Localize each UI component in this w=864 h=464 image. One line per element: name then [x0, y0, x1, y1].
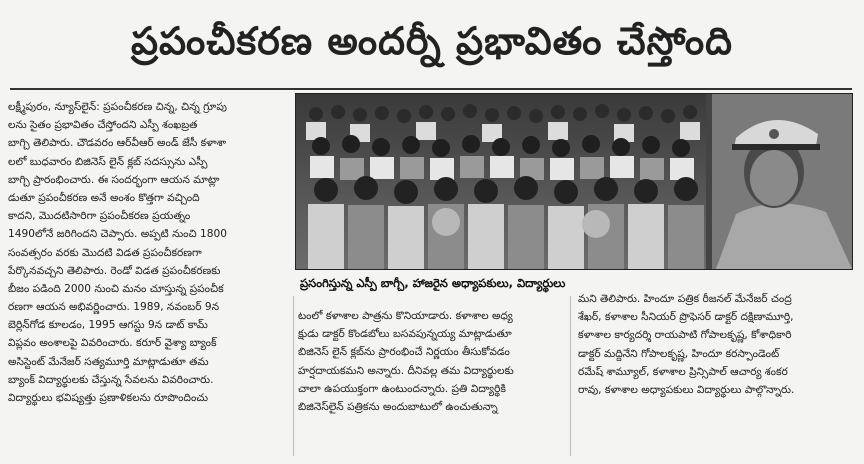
text-line: లను సైతం ప్రభావితం చేస్తోందని ఎస్పీ శంఖబ్రత [8, 119, 198, 132]
photo-caption: ప్రసంగిస్తున్న ఎస్పీ బాగ్చీ, హాజరైన అధ్యాపకులు, విద్యార్థులు [300, 276, 566, 290]
text-line: లలో బుధవారం బిజినెస్ లైన్ క్లబ్ సదస్సును ఎస్పీ [8, 155, 208, 168]
text-line: బాగ్చి తెలిపారు. చౌడవరం ఆర్‌వీఆర్ అండ్ జేసీ కళాశా [8, 137, 227, 150]
text-line: బిజినెస్‌లైన్ పత్రికను అందుబాటులో ఉంచుతున్నా [298, 400, 498, 413]
text-line: బ్యాంక్ విద్యార్థులకు చేస్తున్న సేవలను వివరించారు. [8, 373, 214, 386]
text-line: బీజం పడింది 2000 నుంచి మనం చూస్తున్న ప్రపంచీక [8, 282, 224, 295]
text-line: విద్యార్థులు భవిష్యత్తు ప్రణాళికలను రూపొందించు [8, 392, 209, 404]
text-line: టంలో కళాశాల పాత్రను కొనియాడారు. కళాశాల అధ్య [298, 310, 513, 322]
text-line: హర్షదాయకమని అన్నారు. దీనివల్ల తమ విద్యార్థులకు [298, 364, 514, 377]
article-headline: ప్రపంచీకరణ అందర్నీ ప్రభావితం చేస్తోంది [131, 19, 733, 63]
article-column-3 [578, 290, 854, 399]
text-line: కళాశాల కార్యదర్శి రాయపాటి గోపాలకృష్ణ, కోశాధికారి [578, 329, 792, 342]
article-column-1 [8, 98, 290, 407]
text-line: డుతూ ప్రపంచీకరణ అనే అంశం కొత్తగా వచ్చింది [8, 191, 200, 204]
text-line: పేర్కొనవచ్చని తెలిపారు. రెండో విడత ప్రపంచీకరణకు [8, 264, 221, 277]
headline-rule [10, 88, 852, 90]
column-divider [570, 296, 571, 456]
text-line: రావు, కళాశాల అధ్యాపకులు విద్యార్థులు పాల్గొన్నారు. [578, 383, 795, 396]
text-line: బాగ్చి ప్రారంభించారు. ఈ సందర్భంగా ఆయన మాట్లా [8, 173, 220, 186]
article-photo [295, 93, 853, 270]
text-line: సంవత్సరం వరకు మొదటి విడత ప్రపంచీకరణగా [8, 246, 202, 259]
text-line: చాలా ఉపయుక్తంగా ఉంటుందన్నారు. ప్రతి విద్యార్థికి [298, 382, 506, 395]
text-line: బెర్లిన్‌గోడ కూలడం, 1995 ఆగస్టు 9న డాట్ కామ్ [8, 319, 208, 332]
audience-photo-illustration [296, 94, 852, 269]
text-line: రమేష్ శామ్యూల్, కళాశాల ప్రిన్సిపాల్ ఆచార్య శంకర [578, 365, 788, 378]
text-line: బిజినెస్ లైన్ క్లబ్‌ను ప్రారంభించే నిర్ణయం తీసుకోవడం [298, 346, 510, 359]
text-line: క్షుడు డాక్టర్ కొండబోలు బసవపున్నయ్య మాట్లాడుతూ [298, 328, 512, 341]
column-divider [293, 296, 294, 456]
text-line: మని తెలిపారు. హిందూ పత్రిక రీజనల్ మేనేజర్ చంద్ర [578, 293, 792, 305]
text-line: విప్లవం అంశాలపై వివరించారు. కరూర్ వైశ్యా బ్యాంక్ [8, 337, 217, 350]
text-line: 1490లోనే జరిగిందని చెప్పారు. అప్పటి నుంచి 1800 [8, 228, 227, 241]
text-line: కాదని, మొదటిసారిగా ప్రపంచీకరణ ప్రయత్నం [8, 210, 191, 223]
text-line: రణగా ఆయన అభివర్ణించారు. 1989, నవంబర్ 9న [8, 301, 220, 314]
article-column-2 [298, 307, 560, 416]
text-line: లక్ష్మీపురం, న్యూస్‌లైన్: ప్రపంచీకరణ చిన్న, చిన్న గ్రూపు [8, 101, 227, 113]
text-line: డాక్టర్ మద్దినేని గోపాలకృష్ణ, హిందూ కరస్పాండెంట్ [578, 347, 780, 360]
text-line: అసిస్టెంట్ మేనేజర్ సత్యమూర్తి మాట్లాడుతూ తమ [8, 355, 209, 368]
text-line: శేఖర్, కళాశాల సీనియర్ ప్రొఫెసర్ డాక్టర్ దక్షిణామూర్తి, [578, 311, 794, 324]
